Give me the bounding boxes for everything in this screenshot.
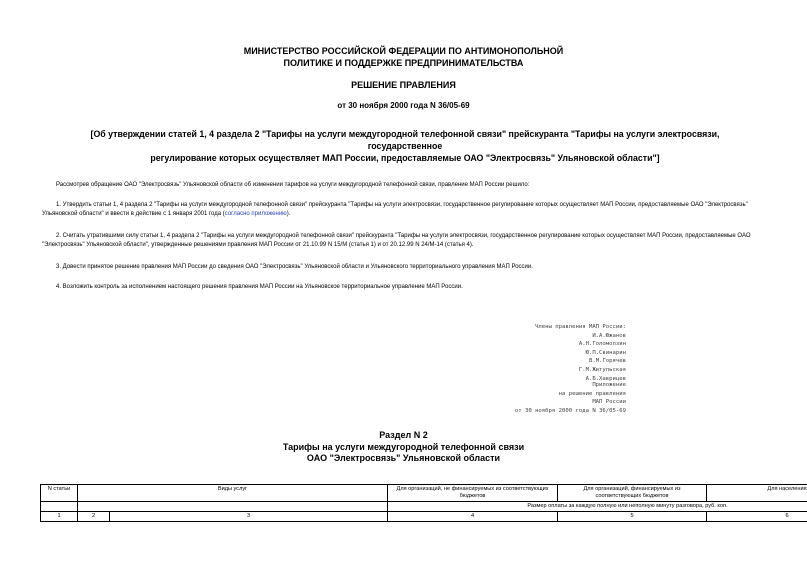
column-number: 4 bbox=[388, 512, 558, 522]
decision-date: от 30 ноября 2000 года N 36/05-69 bbox=[337, 101, 470, 110]
column-number: 1 bbox=[41, 512, 78, 522]
column-number: 3 bbox=[110, 512, 388, 522]
table-header-row bbox=[41, 485, 807, 502]
paragraph-3: 3. Довести принятое решение правления МАП России до сведения ОАО "Электросвязь" Ульяновской области и Ульяновского территориального управления МАП России. bbox=[56, 264, 533, 270]
table-unit-row bbox=[41, 502, 807, 512]
signer-name: В.М.Горячев bbox=[588, 358, 626, 365]
ministry-line-1: МИНИСТЕРСТВО РОССИЙСКОЙ ФЕДЕРАЦИИ ПО АНТИМОНОПОЛЬНОЙ bbox=[243, 46, 564, 56]
signer-name: И.А.Южанов bbox=[592, 332, 626, 339]
appendix-reference bbox=[470, 381, 626, 415]
paragraph-1 bbox=[42, 201, 777, 219]
board-members-heading: Члены правления МАП России: bbox=[535, 324, 626, 330]
header-budget-orgs: Для организаций, финансируемых из соответствующих бюджетов bbox=[558, 485, 707, 502]
paragraph-1-end: ). bbox=[286, 211, 291, 217]
table-cell bbox=[78, 502, 388, 512]
signer-name: Ю.П.Свинарин bbox=[585, 349, 626, 356]
unit-description: Размер оплаты за каждую полную или неполную минуту разговора, руб. коп. bbox=[388, 502, 807, 512]
signer-name: Г.М.Житульская bbox=[578, 366, 626, 373]
document-title-line-2: регулирование которых осуществляет МАП России, предоставляемые ОАО "Электросвязь" Ульяновской области"] bbox=[150, 153, 660, 163]
header-service-types: Виды услуг bbox=[78, 485, 388, 502]
paragraph-1-text: 1. Утвердить статьи 1, 4 раздела 2 "Тарифы на услуги междугородной телефонной связи" прейскуранта "Тарифы на услуги электросвязи, государственное регулирование которых осуществляет МАП России, предоставляемые ОАО "Электросвязь" Ульяновской области" и ввести в действие с 1 января 2001 года ( bbox=[42, 202, 748, 217]
table-number-row bbox=[41, 512, 807, 522]
appendix-line-3: МАП России bbox=[592, 399, 626, 406]
document-title bbox=[60, 128, 750, 164]
intro-paragraph: Рассмотрев обращение ОАО "Электросвязь" Ульяновской области об изменении тарифов на услуги междугородной телефонной связи, правление МАП России решило: bbox=[56, 182, 530, 188]
column-number: 6 bbox=[707, 512, 807, 522]
appendix-link[interactable]: согласно приложению bbox=[224, 211, 287, 217]
ministry-header bbox=[0, 45, 807, 69]
ministry-line-2: ПОЛИТИКЕ И ПОДДЕРЖКЕ ПРЕДПРИНИМАТЕЛЬСТВА bbox=[283, 58, 524, 68]
decision-heading: РЕШЕНИЕ ПРАВЛЕНИЯ bbox=[351, 80, 456, 90]
header-article-number: N статьи bbox=[41, 485, 78, 502]
column-number: 5 bbox=[558, 512, 707, 522]
paragraph-4: 4. Возложить контроль за исполнением настоящего решения правления МАП России на Ульяновское территориальное управление МАП России. bbox=[56, 284, 463, 290]
section-title: Тарифы на услуги междугородной телефонной связи bbox=[282, 441, 525, 452]
section-heading bbox=[0, 430, 807, 465]
paragraph-2: 2. Считать утратившими силу статьи 1, 4 раздела 2 "Тарифы на услуги междугородной телефонной связи" прейскуранта "Тарифы на услуги электросвязи, государственное регулирование которых осуществляет МАП России, предоставляемые ОАО "Электросвязь" Ульяновской области", утвержденные решениями правления МАП России от 21.10.99 N 15/М (статья 1) и от 20.12.99 N 24/М-14 (статья 4). bbox=[42, 233, 751, 248]
column-number: 2 bbox=[78, 512, 110, 522]
signer-name: А.Б.Хаврицев bbox=[585, 375, 626, 382]
signer-name: А.Н.Голомолзин bbox=[578, 341, 626, 348]
appendix-line-2: на решение правления bbox=[558, 390, 626, 397]
header-nonbudget-orgs: Для организаций, не финансируемых из соответствующих бюджетов bbox=[388, 485, 558, 502]
document-title-line-1: [Об утверждении статей 1, 4 раздела 2 "Тарифы на услуги междугородной телефонной связи" прейскуранта "Тарифы на услуги электросвязи, государственное bbox=[90, 129, 720, 151]
tariff-table bbox=[40, 484, 807, 522]
header-population: Для населения bbox=[707, 485, 807, 502]
board-members bbox=[470, 323, 626, 383]
section-subtitle: ОАО "Электросвязь" Ульяновской области bbox=[306, 453, 501, 463]
section-number: Раздел N 2 bbox=[379, 430, 428, 440]
appendix-line-4: от 30 ноября 2000 года N 36/05-69 bbox=[514, 407, 626, 414]
appendix-line-1: Приложение bbox=[592, 382, 626, 388]
table-cell bbox=[41, 502, 78, 512]
